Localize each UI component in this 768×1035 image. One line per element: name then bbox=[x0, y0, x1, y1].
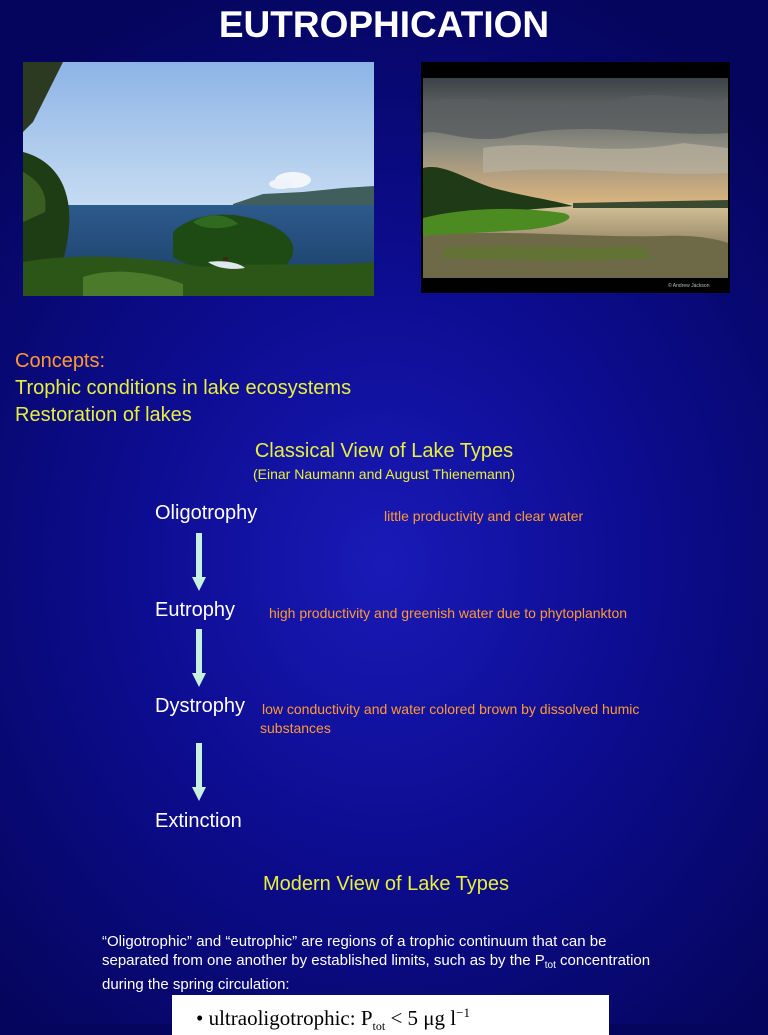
table-row-subscript: tot bbox=[372, 1019, 386, 1034]
photo-credit: © Andrew Jackson bbox=[668, 283, 710, 289]
stage-oligotrophy-description: little productivity and clear water bbox=[384, 508, 584, 524]
page-title: EUTROPHICATION bbox=[218, 4, 550, 45]
table-row-value: < 5 μg l bbox=[385, 1006, 457, 1030]
table-row bbox=[196, 1005, 470, 1034]
eutrophic-lake-image bbox=[423, 78, 728, 278]
stage-dystrophy: Dystrophy bbox=[155, 695, 246, 717]
down-arrow-icon bbox=[192, 743, 206, 801]
modern-view-paragraph bbox=[102, 932, 662, 994]
stage-oligotrophy: Oligotrophy bbox=[155, 502, 258, 524]
paragraph-subscript: tot bbox=[544, 960, 556, 971]
classical-view-heading: Classical View of Lake Types bbox=[254, 440, 514, 462]
paragraph-text: “Oligotrophic” and “eutrophic” are regions of a trophic continuum that can be separated from one another by established limits, such as by the P bbox=[102, 933, 607, 969]
stage-eutrophy-description: high productivity and greenish water due to phytoplankton bbox=[269, 605, 628, 621]
stage-eutrophy: Eutrophy bbox=[155, 599, 236, 621]
concept-item: Trophic conditions in lake ecosystems bbox=[15, 377, 352, 399]
lake-photo-eutrophic bbox=[421, 62, 730, 293]
classical-view-authors: (Einar Naumann and August Thienemann) bbox=[252, 466, 515, 482]
down-arrow-icon bbox=[192, 533, 206, 591]
stage-dystrophy-description: low conductivity and water colored brown by dissolved humic substances bbox=[260, 701, 640, 736]
clear-lake-image bbox=[23, 62, 374, 296]
stage-extinction: Extinction bbox=[155, 810, 242, 832]
trophic-limits-table bbox=[172, 995, 609, 1035]
lake-photo-clear bbox=[23, 62, 374, 296]
down-arrow-icon bbox=[192, 629, 206, 687]
table-row-superscript: −1 bbox=[456, 1005, 470, 1020]
modern-view-heading: Modern View of Lake Types bbox=[262, 873, 510, 895]
concept-item: Restoration of lakes bbox=[15, 404, 192, 426]
table-row-label: • ultraoligotrophic: P bbox=[196, 1006, 373, 1030]
paragraph-text-end: concentration during the spring circulation: bbox=[102, 952, 651, 993]
concepts-heading: Concepts: bbox=[15, 350, 106, 372]
